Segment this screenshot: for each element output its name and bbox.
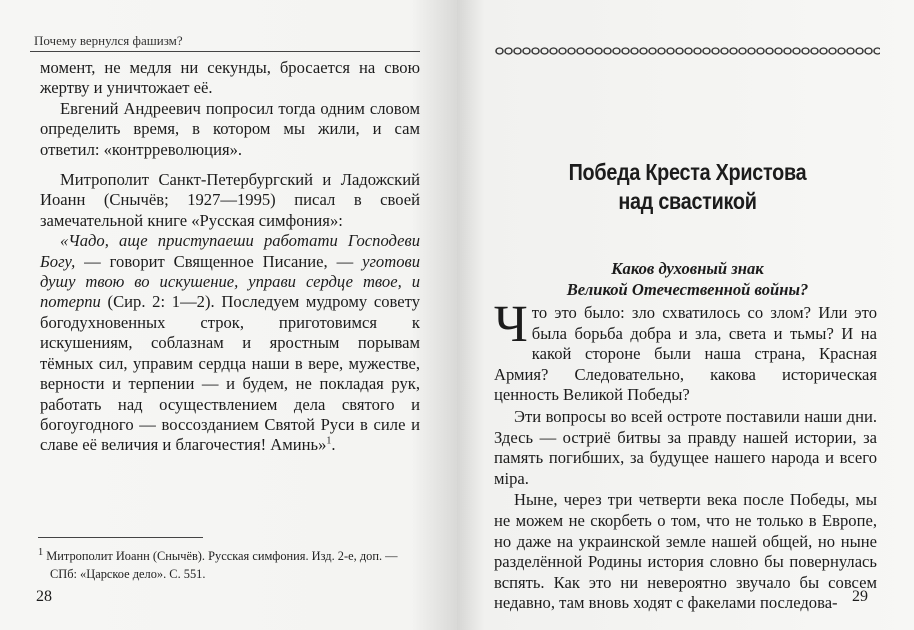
right-page-body xyxy=(494,296,877,614)
paragraph: Митрополит Санкт-Петербургский и Ладожский Иоанн (Снычёв; 1927—1995) писал в своей замечательной книге «Русская симфония»: xyxy=(40,170,420,230)
paragraph-text: то это было: зло схватилось со злом? Или это была борьба добра и зла, света и тьмы? И на какой стороне были наша страна, Красная Армия? Следовательно, какова историческая ценность Великой Победы? xyxy=(494,303,877,405)
quote-end: . xyxy=(331,435,336,455)
chapter-title xyxy=(522,158,853,216)
paragraph: момент, не медля ни секунды, бросается на свою жертву и уничтожает её. xyxy=(40,58,420,98)
ornament-border xyxy=(495,46,880,56)
drop-cap: Ч xyxy=(494,296,528,353)
footnote-line: СПб: «Царское дело». С. 551. xyxy=(50,567,206,582)
paragraph: Евгений Андреевич попросил тогда одним словом определить время, в котором мы жили, и сам ответил: «контрреволюция». xyxy=(40,98,420,159)
quote-text: — говорит Священное Писание, — xyxy=(75,251,363,271)
footnote xyxy=(38,544,423,583)
footnote-line: Митрополит Иоанн (Снычёв). Русская симфония. Изд. 2-е, доп. — xyxy=(43,549,398,564)
paragraph xyxy=(494,296,877,406)
page-number: 28 xyxy=(36,588,52,605)
chapter-title-line: над свастикой xyxy=(618,188,757,214)
section-title-line: Великой Отечественной войны? xyxy=(566,280,809,299)
footnote-number: 1 xyxy=(38,547,44,558)
chapter-title-line: Победа Креста Христова xyxy=(568,159,807,185)
footnote-rule xyxy=(38,537,203,538)
running-head: Почему вернулся фашизм? xyxy=(34,33,183,48)
page-number: 29 xyxy=(852,588,868,605)
section-title-line: Каков духовный знак xyxy=(611,259,764,278)
quote-text: (Сир. 2: 1—2). Последуем мудрому совету богодухновенных строк, приготовимся к искушениям, соблазнам и яростным порывам тёмных сил, управим сердца наши в вере, мужестве, верности и терпении — и будем, не покладая рук, работать над осуществлением дела святого и богоугодного — воссозданием Святой Руси в силе и славе её величия и благочестия! Аминь» xyxy=(40,292,420,455)
quote-italic: «Чадо, аще приступаеши работати Господеви Богу, xyxy=(40,231,420,271)
quote-paragraph xyxy=(40,231,420,455)
paragraph: Ныне, через три четверти века после Победы, мы не можем не скорбеть о том, что не только в Европе, но даже на украинской земле нашей общей, но ныне разделённой Родины история словно бы повернулась вспять. Как это ни невероятно звучало бы совсем недавно, там вновь ходят с факелами последова- xyxy=(494,490,877,613)
quote-italic: уготови душу твою во искушение, управи сердце твое, и потерпи xyxy=(40,251,420,312)
left-page-body xyxy=(40,58,420,456)
header-rule xyxy=(30,51,420,52)
paragraph: Эти вопросы во всей остроте поставили наши дни. Здесь — остриё битвы за правду нашей истории, за память погибших, за будущее нашего народа и всего міра. xyxy=(494,406,877,488)
section-title xyxy=(495,258,880,300)
footnote-mark: 1 xyxy=(326,435,332,447)
